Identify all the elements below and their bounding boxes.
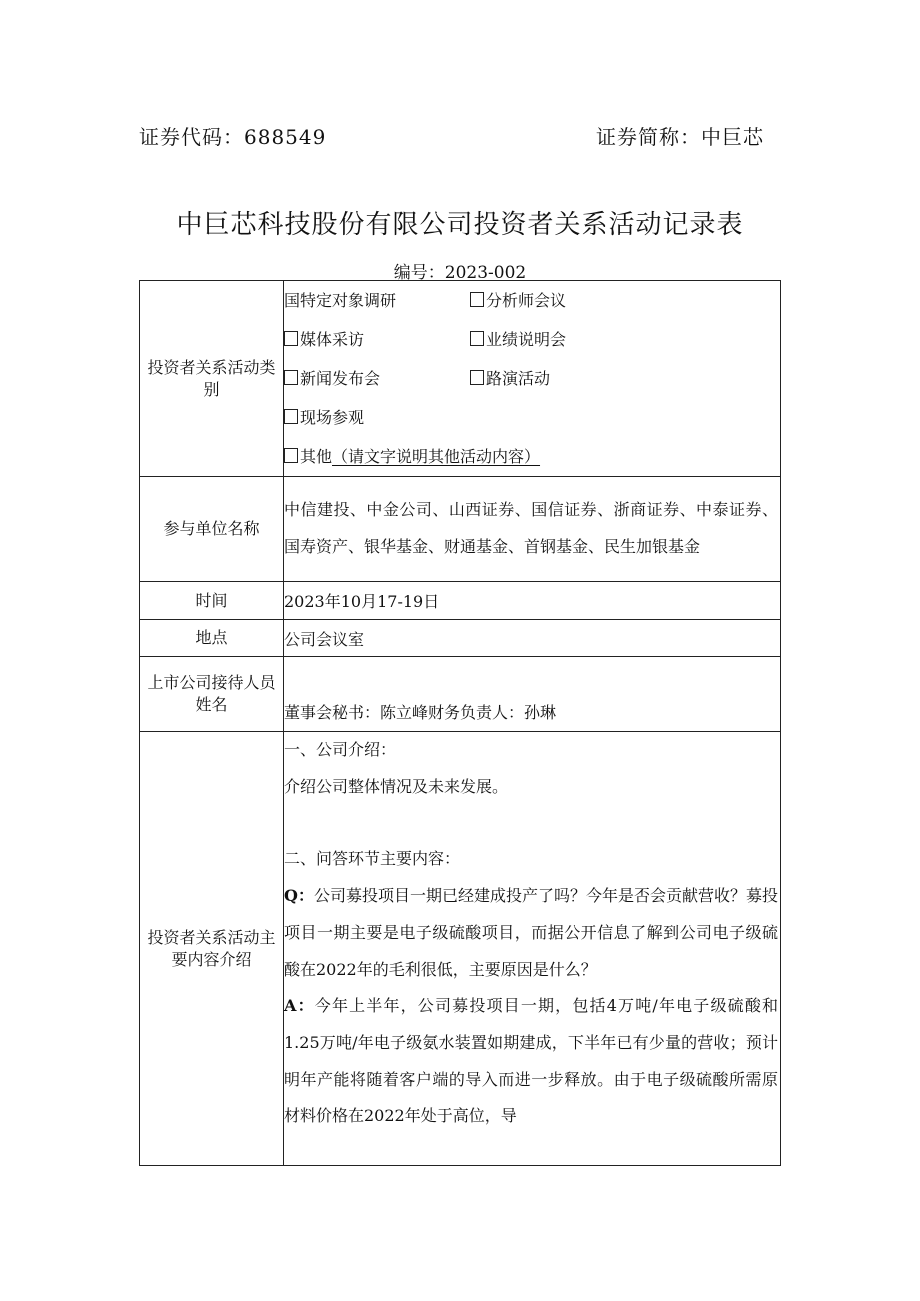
label-location: 地点 bbox=[140, 620, 284, 657]
intro-text: 介绍公司整体情况及未来发展。 bbox=[284, 776, 509, 796]
option-earnings-briefing: 业绩说明会 bbox=[470, 320, 566, 359]
time-value: 2023年10月17-19日 bbox=[284, 582, 781, 620]
answer-text: 今年上半年，公司募投项目一期，包括4万吨/年电子级硫酸和1.25万吨/年电子级氨水装置如期建成，下半年已有少量的营收；预计明年产能将随着客户端的导入而进一步释放。由于电子级硫酸所需原材料价格在2022年处于高位，导 bbox=[284, 996, 778, 1126]
reception-value: 董事会秘书：陈立峰财务负责人：孙琳 bbox=[284, 703, 557, 722]
label-time: 时间 bbox=[140, 582, 284, 620]
label-activity-category: 投资者关系活动类别 bbox=[140, 281, 284, 477]
row-participants bbox=[140, 477, 781, 582]
checkbox-icon bbox=[284, 409, 298, 424]
checkbox-icon bbox=[284, 370, 298, 385]
option-site-visit: 现场参观 bbox=[284, 398, 470, 437]
qa-heading: 二、问答环节主要内容： bbox=[284, 849, 461, 869]
checkbox-icon bbox=[470, 331, 484, 346]
option-media-interview: 媒体采访 bbox=[284, 320, 470, 359]
question-text: 公司募投项目一期已经建成投产了吗？今年是否会贡献营收？募投项目一期主要是电子级硫酸项目，而据公开信息了解到公司电子级硫酸在2022年的毛利很低，主要原因是什么？ bbox=[284, 886, 778, 979]
main-content-body bbox=[284, 732, 781, 1166]
other-activity-note: （请文字说明其他活动内容） bbox=[332, 447, 541, 466]
stock-code: 证券代码：688549 bbox=[139, 125, 327, 149]
activity-category-options bbox=[284, 281, 781, 477]
stock-abbreviation: 证券简称：中巨芯 bbox=[596, 125, 764, 149]
document-title: 中巨芯科技股份有限公司投资者关系活动记录表 bbox=[176, 210, 744, 240]
label-participants: 参与单位名称 bbox=[140, 477, 284, 582]
answer-prefix: A： bbox=[284, 996, 315, 1016]
option-roadshow: 路演活动 bbox=[470, 359, 550, 398]
checkbox-icon bbox=[470, 292, 484, 307]
intro-heading: 一、公司介绍： bbox=[284, 740, 397, 759]
option-press-conference: 新闻发布会 bbox=[284, 359, 470, 398]
question-prefix: Q： bbox=[284, 886, 314, 906]
label-reception: 上市公司接待人员姓名 bbox=[140, 657, 284, 732]
option-specific-research: 国特定对象调研 bbox=[284, 291, 397, 310]
location-value: 公司会议室 bbox=[284, 620, 781, 657]
participants-value: 中信建投、中金公司、山西证券、国信证券、浙商证券、中泰证券、国寿资产、银华基金、财通基金、首钢基金、民生加银基金 bbox=[284, 500, 778, 556]
serial-number: 编号：2023-002 bbox=[393, 263, 527, 283]
row-location bbox=[140, 620, 781, 657]
row-reception bbox=[140, 657, 781, 732]
option-analyst-meeting: 分析师会议 bbox=[470, 281, 566, 320]
row-main-content bbox=[140, 732, 781, 1166]
question-paragraph bbox=[284, 878, 780, 988]
checkbox-icon bbox=[284, 331, 298, 346]
option-other: 其他（请文字说明其他活动内容） bbox=[284, 437, 780, 476]
record-table bbox=[139, 280, 781, 1166]
label-main-content: 投资者关系活动主要内容介绍 bbox=[140, 732, 284, 1166]
row-time bbox=[140, 582, 781, 620]
row-activity-category bbox=[140, 281, 781, 477]
checkbox-icon bbox=[284, 448, 298, 463]
checkbox-icon bbox=[470, 370, 484, 385]
answer-paragraph bbox=[284, 988, 780, 1135]
